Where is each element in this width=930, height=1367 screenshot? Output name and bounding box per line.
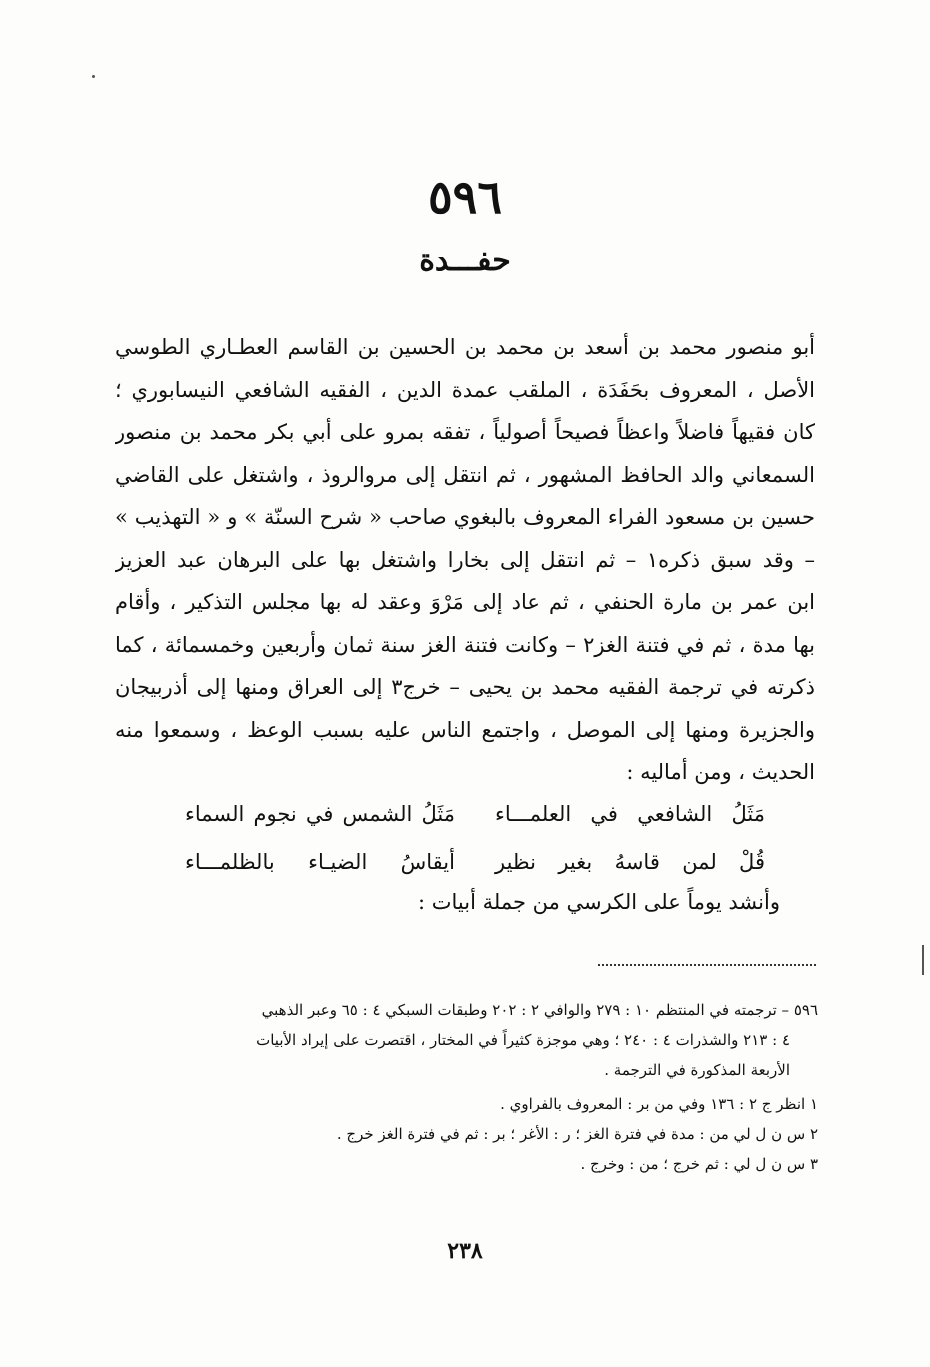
text-line: السمعاني والد الحافظ المشهور ، ثم انتقل إلى مروالروذ ، واشتغل على القاضي — [115, 462, 815, 487]
text-line: – وقد سبق ذكره١ – ثم انتقل إلى بخارا واشتغل بها على البرهان عبد العزيز — [115, 547, 815, 572]
entry-title: حفـــدة — [419, 243, 511, 278]
verse-first-hemistich: مَثَلُ الشافعي في العلمـــاء — [495, 802, 765, 826]
biography-text — [115, 326, 815, 794]
text-line: كان فقيهاً فاضلاً واعظاً فصيحاً أصولياً ، تفقه بمرو على أبي بكر محمد بن منصور — [115, 420, 815, 444]
footnote-2: ٢ س ن ل لي من : مدة في فترة الغز ؛ ر : الأغر ؛ بر : ثم في فترة الغز خرج . — [336, 1125, 818, 1143]
verse-second-hemistich: أيقاسُ الضيـاء بالظلمـــاء — [185, 850, 455, 874]
footnote-3: ٣ س ن ل لي : ثم خرج ؛ من : وخرج . — [580, 1155, 818, 1173]
scan-speck — [92, 75, 95, 78]
text-line: ابن عمر بن مارة الحنفي ، ثم عاد إلى مَرْوَ وعقد له بها مجلس التذكير ، وأقام — [115, 590, 815, 614]
footnote-1: ١ انظر ج ٢ : ١٣٦ وفي من بر : المعروف بالفراوي . — [500, 1095, 818, 1113]
poem-verse — [185, 790, 765, 838]
text-line: بها مدة ، ثم في فتنة الغز٢ – وكانت فتنة الغز سنة ثمان وأربعين وخمسمائة ، كما — [115, 632, 815, 657]
footnote-source-line: ٤ : ٢١٣ والشذرات ٤ : ٢٤٠ ؛ وهي موجزة كثيراً في المختار ، اقتصرت على إيراد الأبيات — [256, 1031, 790, 1049]
poem-verse — [185, 838, 765, 886]
footnote-divider — [598, 964, 816, 966]
page-number: ٢٣٨ — [447, 1238, 483, 1264]
scan-speck — [922, 945, 924, 975]
footnotes — [110, 995, 818, 1179]
verse-first-hemistich: قُلْ لمن قاسهُ بغير نظير — [495, 850, 765, 874]
text-line: الحديث ، ومن أماليه : — [626, 760, 815, 784]
after-poem-line: وأنشد يوماً على الكرسي من جملة أبيات : — [418, 890, 780, 914]
entry-number: ٥٩٦ — [427, 170, 503, 224]
poem — [185, 790, 765, 886]
text-line: أبو منصور محمد بن أسعد بن محمد بن الحسين بن القاسم العطـاري الطوسي — [115, 335, 815, 359]
text-line: الأصل ، المعروف بحَفَدَة ، الملقب عمدة الدين ، الفقيه الشافعي النيسابوري ؛ — [115, 377, 815, 402]
footnote-source-line: ٥٩٦ – ترجمته في المنتظم ١٠ : ٢٧٩ والوافي ٢ : ٢٠٢ وطبقات السبكي ٤ : ٦٥ وعبر الذهبي — [261, 1001, 818, 1019]
text-line: حسين بن مسعود الفراء المعروف بالبغوي صاحب « شرح السنّة » و « التهذيب » — [115, 505, 815, 529]
text-line: ذكرته في ترجمة الفقيه محمد بن يحيى – خرج٣ إلى العراق ومنها إلى أذربيجان — [115, 675, 815, 699]
text-line: والجزيرة ومنها إلى الموصل ، واجتمع الناس عليه بسبب الوعظ ، وسمعوا منه — [115, 717, 815, 742]
verse-second-hemistich: مَثَلُ الشمس في نجوم السماء — [185, 802, 455, 826]
footnote-source-line: الأربعة المذكورة في الترجمة . — [604, 1061, 790, 1079]
